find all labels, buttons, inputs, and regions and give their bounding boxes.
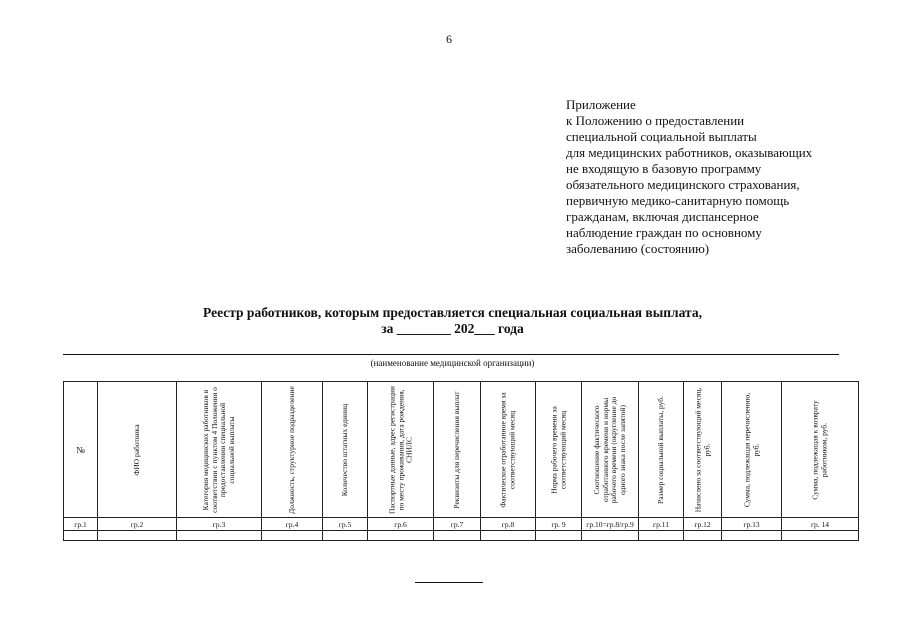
appendix-line: Приложение xyxy=(566,97,636,112)
table-cell xyxy=(64,531,98,541)
column-header: № xyxy=(64,382,98,518)
table-cell xyxy=(722,531,782,541)
table-cell xyxy=(177,531,262,541)
column-number: гр.10=гр.8/гр.9 xyxy=(582,518,639,531)
column-header: Паспортные данные, адрес регистрации по месту проживания, дата рождения, СНИЛС xyxy=(368,382,434,518)
page-number: 6 xyxy=(446,32,452,46)
table-cell xyxy=(782,531,859,541)
column-number: гр.6 xyxy=(368,518,434,531)
column-header: ФИО работника xyxy=(98,382,177,518)
column-number: гр.3 xyxy=(177,518,262,531)
column-number: гр.5 xyxy=(323,518,368,531)
column-header: Сумма, подлежащая перечислению, руб. xyxy=(722,382,782,518)
registry-title: Реестр работников, которым предоставляется специальная социальная выплата, xyxy=(203,305,702,320)
column-header: Должность, структурное подразделение xyxy=(262,382,323,518)
appendix-line: для медицинских работников, оказывающих xyxy=(566,145,813,160)
appendix-line: гражданам, включая диспансерное xyxy=(566,209,759,224)
table-cell xyxy=(434,531,481,541)
column-number: гр.12 xyxy=(684,518,722,531)
registry-table xyxy=(63,381,859,541)
table-header-row xyxy=(64,382,859,518)
column-header: Соотношение фактического отработанного времени и нормы рабочего времени (округление до одного знака после запятой) xyxy=(582,382,639,518)
column-number: гр. 9 xyxy=(536,518,582,531)
appendix-line: не входящую в базовую программу xyxy=(566,161,762,176)
column-header: Фактическое отработанное время за соответствующий месяц xyxy=(481,382,536,518)
column-header: Реквизиты для перечисления выплат xyxy=(434,382,481,518)
table-cell xyxy=(98,531,177,541)
table-row-empty xyxy=(64,531,859,541)
column-number: гр.8 xyxy=(481,518,536,531)
column-number: гр.2 xyxy=(98,518,177,531)
table-cell xyxy=(536,531,582,541)
appendix-line: наблюдение граждан по основному xyxy=(566,225,762,240)
table-cell xyxy=(323,531,368,541)
appendix-line: специальной социальной выплаты xyxy=(566,129,757,144)
column-header: Размер социальной выплаты, руб. xyxy=(639,382,684,518)
table-cell xyxy=(684,531,722,541)
column-header: Категория медицинских работников в соответствии с пунктом 4 Положения о предоставлении специальной социальной выплаты xyxy=(177,382,262,518)
column-number: гр. 14 xyxy=(782,518,859,531)
registry-period: за ________ 202___ года xyxy=(381,321,524,336)
appendix-line: первичную медико-санитарную помощь xyxy=(566,193,790,208)
column-header: Количество штатных единиц xyxy=(323,382,368,518)
column-number: гр.1 xyxy=(64,518,98,531)
table-cell xyxy=(262,531,323,541)
column-number: гр.4 xyxy=(262,518,323,531)
appendix-line: обязательного медицинского страхования, xyxy=(566,177,800,192)
column-number: гр.11 xyxy=(639,518,684,531)
column-number: гр.13 xyxy=(722,518,782,531)
column-header: Сумма, подлежащая к возврату работником, руб. xyxy=(782,382,859,518)
column-header: Начислено за соответствующий месяц, руб. xyxy=(684,382,722,518)
column-number: гр.7 xyxy=(434,518,481,531)
footer-separator xyxy=(415,582,483,583)
appendix-line: к Положению о предоставлении xyxy=(566,113,745,128)
table-cell xyxy=(481,531,536,541)
column-header: Норма рабочего времени за соответствующий месяц xyxy=(536,382,582,518)
table-cell xyxy=(582,531,639,541)
appendix-block xyxy=(566,97,886,257)
table-cell xyxy=(639,531,684,541)
organization-caption: (наименование медицинской организации) xyxy=(370,358,535,368)
column-number-row xyxy=(64,518,859,531)
organization-name-line xyxy=(63,354,839,355)
appendix-line: заболеванию (состоянию) xyxy=(566,241,710,256)
table-cell xyxy=(368,531,434,541)
